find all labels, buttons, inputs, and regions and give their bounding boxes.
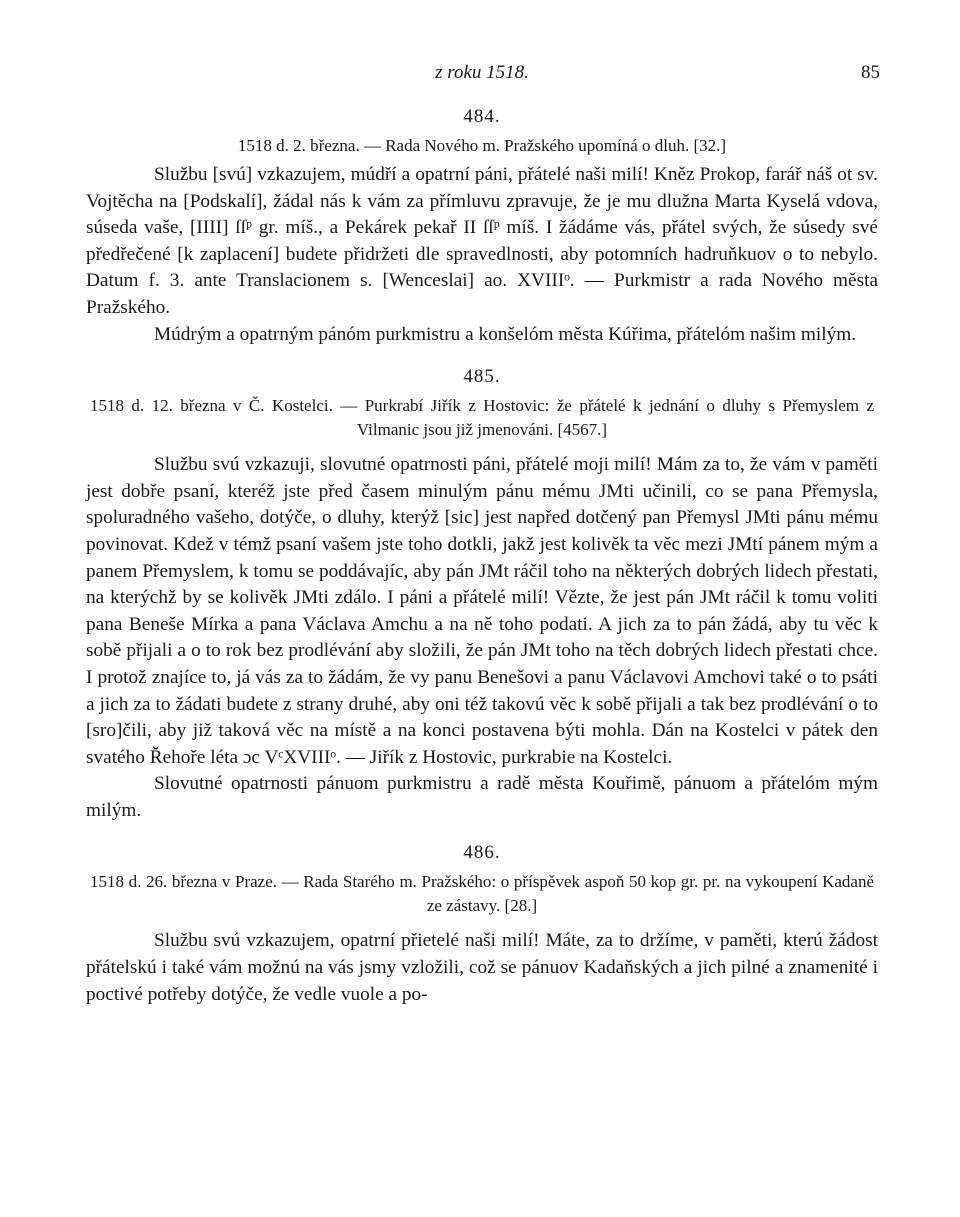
document-body: Službu [svú] vzkazujem, múdří a opatrní páni, přátelé naši milí! Kněz Prokop, farář náš ot sv. Vojtěcha na [Podskalí], žádal nás k vám za přímluvu zpravuje, že je mu dlužna Marta Kyselá vdova, súseda vaše, [IIII] ſſᵖ gr. míš., a Pekárek pekař II ſſᵖ míš. I žádáme vás, přátel svých, že súsedy své předřečené [k zaplacení] budete přidržeti dle spravedlnosti, aby potomních hadruňkuov o to nebylo. Datum f. 3. ante Translacionem s. [Wenceslai] ao. XVIIIᵒ. — Purkmistr a rada Nového města Pražského. (86, 164, 878, 318)
document-address: Slovutné opatrnosti pánuom purkmistru a radě města Kouřimě, pánuom a přátelóm mým milým. (86, 773, 878, 821)
running-title: z roku 1518. (435, 62, 529, 83)
document-regest: 1518 d. 12. března v Č. Kostelci. — Purkrabí Jiřík z Hostovic: že přátelé k jednání o dluhy s Přemyslem z Vilmanic jsou již jmenováni. [4567.] (90, 396, 874, 440)
document-page (86, 58, 878, 1008)
document-regest: 1518 d. 26. března v Praze. — Rada Starého m. Pražského: o příspěvek aspoň 50 kop gr. pr. na vykoupení Kadaně ze zástavy. [28.] (90, 872, 874, 916)
document-regest: 1518 d. 2. března. — Rada Nového m. Pražského upomíná o dluh. [32.] (237, 136, 727, 155)
document-number: 485. (463, 366, 501, 388)
document-body: Službu svú vzkazujem, opatrní přietelé naši milí! Máte, za to držíme, v paměti, kterú žádost přátelskú i také vám možnú na vás jsmy vzložili, což se pánuov Kadaňských a jich pilné a znamenité i poctivé potřeby dotýče, že vedle vuole a po- (86, 930, 878, 1005)
running-head (86, 58, 878, 88)
document-entry (86, 842, 878, 1008)
page-number: 85 (861, 62, 880, 83)
document-body: Službu svú vzkazuji, slovutné opatrnosti páni, přátelé moji milí! Mám za to, že vám v paměti jest dobře psaní, kteréž jste před časem minulým pánu mému JMti učinili, co se pana Přemysla, spoluradného vašeho, dotýče, o dluhy, kterýž [sic] jest napřed dotčený pan Přemysl JMti pánu mému povinovat. Kdež v témž psaní vašem jste toho dotkli, jakž jest kolivěk ta věc mezi JMtí pánem mým a panem Přemyslem, k tomu se poddávajíc, aby pán JMt ráčil toho na některých dobrých lidech přestati, na kterýchž by se kolivěk JMti zdálo. I páni a přátelé milí! Vězte, že jest pán JMt ráčil k tomu voliti pana Beneše Mírka a pana Václava Amchu a na ně toho podati. A jich za to pán žádá, aby tu věc k sobě přijali a o to rok bez prodlévání aby složili, že pán JMt toho na těch dobrých lidech přestati chce. I protož znajíce to, já vás za to žádám, že vy panu Benešovi a panu Václavovi Amchovi také o to psáti a jich za to žádati budete z strany druhé, aby oni též takovú věc k sobě přijali a tak bez prodlévání o to [sro]čili, aby již taková věc na místě a na konci postavena býti mohla. Dán na Kostelci v pátek den svatého Řehoře léta ɔc VᶜXVIIIᵒ. — Jiřík z Hostovic, purkrabie na Kostelci. (86, 454, 878, 768)
document-number: 484. (463, 106, 501, 127)
document-entry (86, 106, 878, 348)
document-entry (86, 366, 878, 824)
document-address: Múdrým a opatrným pánóm purkmistru a konšelóm města Kúřima, přátelóm našim milým. (154, 323, 857, 345)
document-number: 486. (463, 842, 501, 864)
